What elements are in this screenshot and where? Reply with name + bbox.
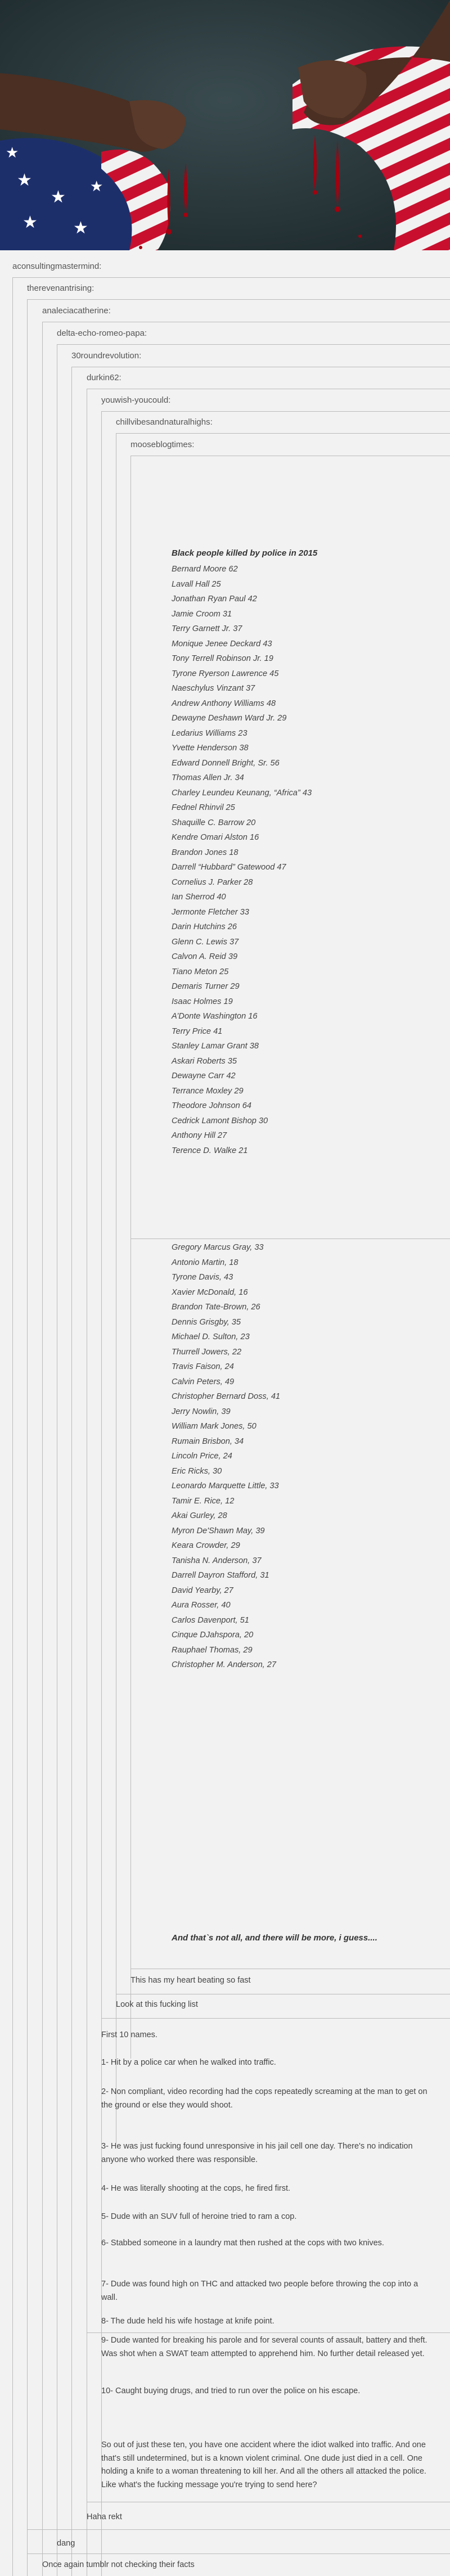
list-item: Shaquille C. Barrow 20 [172, 818, 256, 827]
reply-text: First 10 names. [101, 2030, 158, 2039]
list-item: Antonio Martin, 18 [172, 1258, 238, 1267]
reply-text: 7- Dude was found high on THC and attacked two people before throwing the cop into a wall. [101, 2280, 418, 2302]
list-item: Gregory Marcus Gray, 33 [172, 1243, 264, 1252]
list-item: Ledarius Williams 23 [172, 728, 248, 738]
list-item: Ian Sherrod 40 [172, 893, 226, 902]
reply-text: Look at this fucking list [116, 2000, 198, 2009]
reply-text: This has my heart beating so fast [130, 1976, 251, 1985]
username-link[interactable]: youwish-youcould: [101, 395, 171, 405]
closing-text: And that`s not all, and there will be more, i guess.... [172, 1933, 377, 1943]
list-item: Lavall Hall 25 [172, 579, 221, 589]
reply-text: Haha rekt [87, 2512, 122, 2521]
username-link[interactable]: 30roundrevolution: [71, 351, 142, 361]
list-item: Darin Hutchins 26 [172, 922, 237, 931]
hero-image [0, 0, 450, 250]
divider [27, 299, 450, 300]
list-item: Jonathan Ryan Paul 42 [172, 595, 257, 604]
username-link[interactable]: analeciacatherine: [42, 306, 111, 316]
list-item: Cinque DJahspora, 20 [172, 1631, 254, 1640]
list-item: Akai Gurley, 28 [172, 1511, 227, 1520]
list-item: Terrance Moxley 29 [172, 1086, 244, 1096]
username-link[interactable]: durkin62: [87, 373, 122, 382]
list-item: A’Donte Washington 16 [172, 1012, 258, 1021]
list-item: Anthony Hill 27 [172, 1131, 227, 1140]
list-item: Keara Crowder, 29 [172, 1541, 240, 1550]
list-item: Brandon Jones 18 [172, 848, 238, 857]
list-item: Travis Faison, 24 [172, 1362, 234, 1371]
divider [87, 2332, 450, 2333]
list-item: Edward Donnell Bright, Sr. 56 [172, 758, 280, 768]
list-item: Dewayne Carr 42 [172, 1071, 236, 1080]
list-item: Christopher Bernard Doss, 41 [172, 1392, 281, 1401]
divider [12, 277, 450, 278]
username-link[interactable]: aconsultingmastermind: [12, 262, 102, 271]
names-list [172, 562, 312, 1158]
list-item: Christopher M. Anderson, 27 [172, 1660, 277, 1669]
list-item: Dewayne Deshawn Ward Jr. 29 [172, 714, 287, 723]
list-item: Rumain Brisbon, 34 [172, 1436, 244, 1446]
username-link[interactable]: delta-echo-romeo-papa: [57, 328, 147, 338]
reply-text: 6- Stabbed someone in a laundry mat then rushed at the cops with two knives. [101, 2239, 384, 2248]
indent-line [27, 299, 28, 2576]
svg-text:★: ★ [73, 218, 88, 238]
reply-text: 8- The dude held his wife hostage at knife point. [101, 2317, 274, 2326]
list-item: Brandon Tate-Brown, 26 [172, 1303, 260, 1312]
list-item: Tyrone Davis, 43 [172, 1273, 233, 1282]
list-item: Rauphael Thomas, 29 [172, 1645, 253, 1655]
list-item: Calvin Peters, 49 [172, 1377, 235, 1386]
indent-line [42, 322, 43, 2576]
list-item: Kendre Omari Alston 16 [172, 833, 259, 842]
reply-text: 4- He was literally shooting at the cops, he fired first. [101, 2184, 291, 2193]
list-item: Thomas Allen Jr. 34 [172, 773, 244, 782]
list-item: Charley Leundeu Keunang, “Africa” 43 [172, 788, 312, 798]
list-item: Tony Terrell Robinson Jr. 19 [172, 654, 273, 663]
divider [101, 411, 450, 412]
list-item: Terry Garnett Jr. 37 [172, 624, 242, 633]
list-item: Terry Price 41 [172, 1026, 223, 1036]
list-item: Dennis Grisgby, 35 [172, 1317, 241, 1327]
list-item: Monique Jenee Deckard 43 [172, 639, 272, 648]
reply-text: dang [57, 2539, 75, 2548]
list-item: Jerry Nowlin, 39 [172, 1407, 231, 1416]
list-item: Fednel Rhinvil 25 [172, 803, 235, 812]
list-item: Stanley Lamar Grant 38 [172, 1042, 259, 1051]
bleeding-flag-image [0, 0, 450, 250]
svg-text:★: ★ [17, 170, 32, 190]
list-item: Tamir E. Rice, 12 [172, 1496, 235, 1506]
list-item: Tanisha N. Anderson, 37 [172, 1556, 262, 1565]
reply-text: So out of just these ten, you have one accident where the idiot walked into traffic. And one that's still undetermined, but is a known violent criminal. One dude just died in a cell. One holding a knife to a woman threatening to kill her. And all the others all attacked the police. [101, 2440, 426, 2476]
svg-text:★: ★ [22, 213, 38, 232]
list-item: Bernard Moore 62 [172, 565, 238, 574]
list-item: Naeschylus Vinzant 37 [172, 684, 255, 693]
list-item: Jermonte Fletcher 33 [172, 907, 249, 917]
divider [116, 433, 450, 434]
list-item: Glenn C. Lewis 37 [172, 937, 239, 947]
list-item: Myron De'Shawn May, 39 [172, 1526, 265, 1535]
indent-line [71, 367, 72, 2576]
list-item: Carlos Davenport, 51 [172, 1615, 249, 1625]
list-item: Isaac Holmes 19 [172, 997, 233, 1006]
list-item: Calvon A. Reid 39 [172, 952, 238, 961]
list-item: Jamie Croom 31 [172, 609, 232, 619]
reply-text: 3- He was just fucking found unresponsive in his jail cell one day. There's no indication anyone who worked there was responsible. [101, 2142, 413, 2164]
list-item: Andrew Anthony Williams 48 [172, 699, 276, 708]
list-item: Tyrone Ryerson Lawrence 45 [172, 669, 279, 678]
list-item: David Yearby, 27 [172, 1586, 233, 1595]
list-item: Darrell Dayron Stafford, 31 [172, 1571, 269, 1580]
svg-text:★: ★ [51, 187, 66, 207]
list-item: William Mark Jones, 50 [172, 1422, 256, 1431]
reply-text: Like what's the fucking message you're trying to send here? [101, 2480, 317, 2489]
list-item: Darrell “Hubbard” Gatewood 47 [172, 863, 286, 872]
list-item: Theodore Johnson 64 [172, 1101, 251, 1110]
username-link[interactable]: chillvibesandnaturalhighs: [116, 417, 213, 427]
list-item: Tiano Meton 25 [172, 967, 229, 976]
list-item: Thurrell Jowers, 22 [172, 1347, 242, 1357]
svg-text:★: ★ [6, 145, 19, 161]
indent-line [12, 277, 13, 2576]
list-item: Demaris Turner 29 [172, 982, 240, 991]
username-link[interactable]: mooseblogtimes: [130, 440, 195, 449]
names-list-continued [172, 1240, 280, 1673]
list-item: Askari Roberts 35 [172, 1056, 237, 1066]
reply-text: 10- Caught buying drugs, and tried to run over the police on his escape. [101, 2386, 361, 2395]
reply-text: 1- Hit by a police car when he walked into traffic. [101, 2058, 276, 2067]
list-item: Lincoln Price, 24 [172, 1452, 232, 1461]
indent-line [101, 411, 102, 2576]
divider [27, 2529, 450, 2530]
list-item: Xavier McDonald, 16 [172, 1287, 248, 1297]
list-item: Eric Ricks, 30 [172, 1466, 222, 1476]
list-item: Michael D. Sulton, 23 [172, 1332, 250, 1341]
list-item: Cornelius J. Parker 28 [172, 877, 253, 887]
reply-text: Once again tumblr not checking their facts [42, 2560, 195, 2569]
list-title: Black people killed by police in 2015 [172, 548, 318, 558]
reply-text: 5- Dude with an SUV full of heroine tried to ram a cop. [101, 2212, 297, 2221]
reply-text: 9- Dude wanted for breaking his parole and for several counts of assault, battery and theft. Was shot when a SWAT team attempted to apprehend him. No further detail released yet. [101, 2336, 428, 2358]
divider [57, 344, 450, 345]
list-item: Leonardo Marquette Little, 33 [172, 1481, 279, 1490]
indent-line [130, 456, 131, 2059]
list-item: Cedrick Lamont Bishop 30 [172, 1116, 268, 1125]
reply-text: 2- Non compliant, video recording had the cops repeatedly screaming at the man to get on the ground or else they would shoot. [101, 2087, 428, 2110]
username-link[interactable]: therevenantrising: [27, 283, 94, 293]
list-item: Terence D. Walke 21 [172, 1146, 248, 1155]
list-item: Aura Rosser, 40 [172, 1601, 231, 1610]
list-item: Yvette Henderson 38 [172, 744, 249, 753]
svg-text:★: ★ [90, 178, 104, 195]
divider [101, 2018, 450, 2019]
